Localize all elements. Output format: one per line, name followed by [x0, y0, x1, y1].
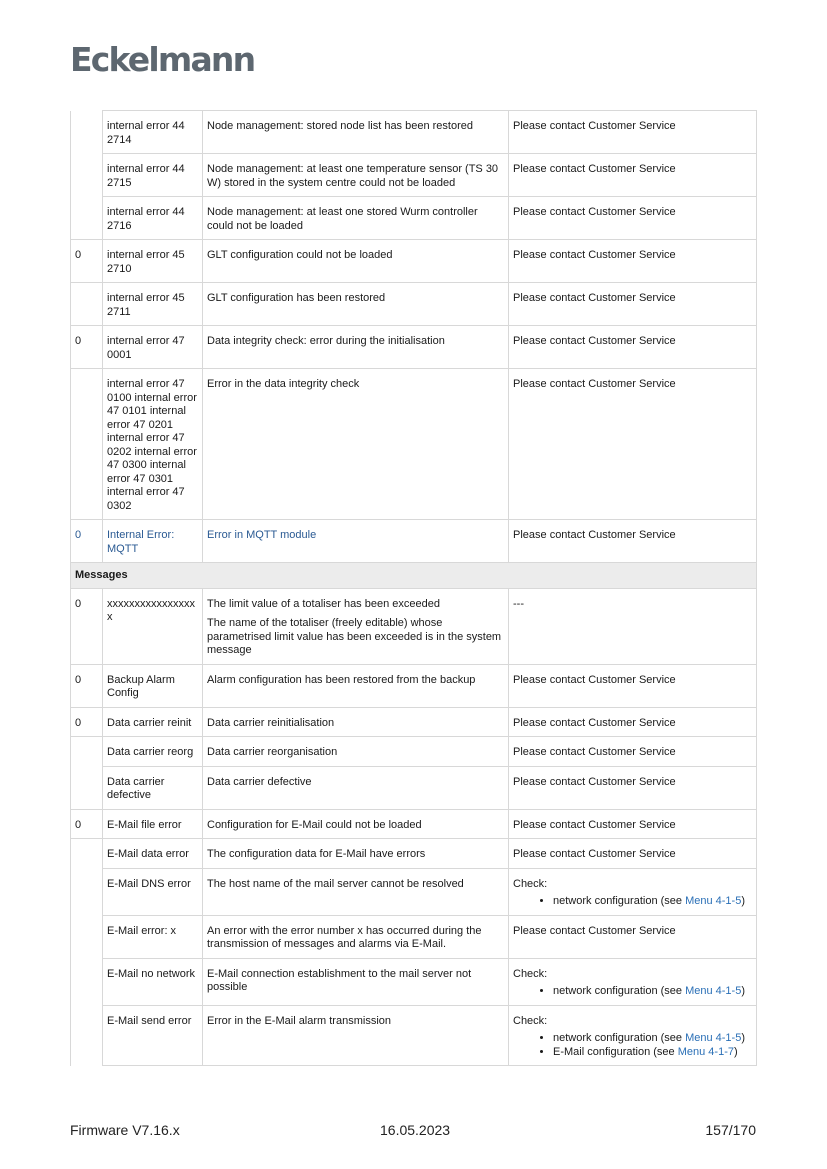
- check-list: [513, 985, 752, 999]
- cause-cell: GLT configuration has been restored: [203, 283, 509, 326]
- footer-page-number: 157/170: [705, 1122, 756, 1138]
- cause-cell: Alarm configuration has been restored from the backup: [203, 664, 509, 707]
- message-cell: E-Mail no network: [103, 958, 203, 1005]
- priority-cell: [71, 737, 103, 767]
- priority-cell: [71, 154, 103, 197]
- table-row: [71, 958, 757, 1005]
- priority-cell: [71, 839, 103, 869]
- menu-4-1-5-link[interactable]: Menu 4-1-5: [685, 1032, 742, 1044]
- priority-cell: [71, 111, 103, 154]
- table-row: [71, 326, 757, 369]
- menu-4-1-7-link[interactable]: Menu 4-1-7: [677, 1045, 734, 1058]
- message-cell: Data carrier reinit: [103, 707, 203, 737]
- message-cell: E-Mail file error: [103, 809, 203, 839]
- message-cell: Data carrier reorg: [103, 737, 203, 767]
- message-cell: E-Mail send error: [103, 1005, 203, 1066]
- check-label: Check:: [513, 1014, 548, 1027]
- table-row: [71, 915, 757, 958]
- cause-cell: [203, 588, 509, 664]
- message-cell: internal error 47 0001: [103, 326, 203, 369]
- cause-cell: GLT configuration could not be loaded: [203, 240, 509, 283]
- remedy-cell: Please contact Customer Service: [509, 707, 757, 737]
- table-row: [71, 737, 757, 767]
- remedy-cell: [509, 958, 757, 1005]
- cause-cell: Error in the E-Mail alarm transmission: [203, 1005, 509, 1066]
- section-row: [71, 563, 757, 589]
- table-row: [71, 664, 757, 707]
- remedy-cell: Please contact Customer Service: [509, 154, 757, 197]
- table-row: [71, 588, 757, 664]
- check-item: • network configuration (see Menu 4-1-5): [553, 985, 752, 999]
- remedy-cell: Please contact Customer Service: [509, 915, 757, 958]
- priority-cell: 0: [71, 809, 103, 839]
- remedy-cell: Please contact Customer Service: [509, 664, 757, 707]
- table-row: [71, 197, 757, 240]
- cause-cell: Node management: at least one temperature sensor (TS 30 W) stored in the system centre could not be loaded: [203, 154, 509, 197]
- remedy-cell: Please contact Customer Service: [509, 197, 757, 240]
- message-cell: xxxxxxxxxxxxxxxx x: [103, 588, 203, 664]
- remedy-cell: Please contact Customer Service: [509, 839, 757, 869]
- check-list: [513, 1032, 752, 1059]
- cause-cell: E-Mail connection establishment to the mail server not possible: [203, 958, 509, 1005]
- messages-section-heading: Messages: [71, 563, 757, 589]
- remedy-cell: Please contact Customer Service: [509, 520, 757, 563]
- remedy-cell: Please contact Customer Service: [509, 283, 757, 326]
- remedy-cell: Please contact Customer Service: [509, 369, 757, 520]
- cause-cell: Data carrier reinitialisation: [203, 707, 509, 737]
- remedy-cell: Please contact Customer Service: [509, 326, 757, 369]
- table-row: [71, 839, 757, 869]
- check-item: • E-Mail configuration (see Menu 4-1-7): [553, 1046, 752, 1060]
- check-item: • network configuration (see Menu 4-1-5): [553, 895, 752, 909]
- message-cell: E-Mail error: x: [103, 915, 203, 958]
- message-cell: Data carrier defective: [103, 766, 203, 809]
- priority-cell: 0: [71, 707, 103, 737]
- message-cell: internal error 45 2711: [103, 283, 203, 326]
- table-row: [71, 520, 757, 563]
- check-label: Check:: [513, 967, 548, 980]
- table-row: [71, 111, 757, 154]
- remedy-cell: [509, 868, 757, 915]
- check-list: [513, 895, 752, 909]
- cause-cell: Error in the data integrity check: [203, 369, 509, 520]
- cause-cell: Node management: at least one stored Wurm controller could not be loaded: [203, 197, 509, 240]
- priority-cell: 0: [71, 520, 103, 563]
- message-cell: internal error 47 0100 internal error 47 0101 internal error 47 0201 internal error 47 0202 internal error 47 0300 internal error 47 0301 internal error 47 0302: [103, 369, 203, 520]
- table-row: [71, 283, 757, 326]
- menu-4-1-5-link[interactable]: Menu 4-1-5: [685, 895, 742, 907]
- table-row: [71, 766, 757, 809]
- menu-4-1-5-link[interactable]: Menu 4-1-5: [685, 985, 742, 997]
- remedy-cell: [509, 1005, 757, 1066]
- priority-cell: [71, 283, 103, 326]
- table-row: [71, 240, 757, 283]
- priority-cell: 0: [71, 240, 103, 283]
- message-cell: internal error 44 2714: [103, 111, 203, 154]
- cause-cell: An error with the error number x has occurred during the transmission of messages and alarms via E-Mail.: [203, 915, 509, 958]
- remedy-cell: Please contact Customer Service: [509, 809, 757, 839]
- cause-cell: The configuration data for E-Mail have errors: [203, 839, 509, 869]
- priority-cell: 0: [71, 664, 103, 707]
- priority-cell: [71, 1005, 103, 1066]
- cause-cell: Data carrier defective: [203, 766, 509, 809]
- cause-cell: Node management: stored node list has been restored: [203, 111, 509, 154]
- priority-cell: 0: [71, 588, 103, 664]
- table-row: [71, 868, 757, 915]
- priority-cell: 0: [71, 326, 103, 369]
- cause-cell: The host name of the mail server cannot be resolved: [203, 868, 509, 915]
- table-row: [71, 1005, 757, 1066]
- table-row: [71, 809, 757, 839]
- message-cell: E-Mail DNS error: [103, 868, 203, 915]
- priority-cell: [71, 197, 103, 240]
- table-row: [71, 707, 757, 737]
- check-item: • network configuration (see Menu 4-1-5): [553, 1032, 752, 1046]
- error-message-table: [70, 110, 757, 1066]
- cause-cell: Data carrier reorganisation: [203, 737, 509, 767]
- cause-cell: Configuration for E-Mail could not be loaded: [203, 809, 509, 839]
- remedy-cell: Please contact Customer Service: [509, 737, 757, 767]
- priority-cell: [71, 766, 103, 809]
- footer-firmware-version: Firmware V7.16.x: [70, 1122, 180, 1138]
- message-cell: internal error 45 2710: [103, 240, 203, 283]
- remedy-cell: Please contact Customer Service: [509, 240, 757, 283]
- remedy-cell: Please contact Customer Service: [509, 111, 757, 154]
- message-cell: internal error 44 2716: [103, 197, 203, 240]
- cause-cell: Error in MQTT module: [203, 520, 509, 563]
- priority-cell: [71, 958, 103, 1005]
- check-label: Check:: [513, 877, 548, 890]
- remedy-cell: ---: [509, 588, 757, 664]
- table-row: [71, 369, 757, 520]
- cause-text: The limit value of a totaliser has been exceeded: [207, 597, 440, 610]
- cause-detail: The name of the totaliser (freely editable) whose parametrised limit value has been exceeded is in the system message: [207, 617, 502, 656]
- priority-cell: [71, 369, 103, 520]
- message-cell: internal error 44 2715: [103, 154, 203, 197]
- table-row: [71, 154, 757, 197]
- remedy-cell: Please contact Customer Service: [509, 766, 757, 809]
- message-cell: E-Mail data error: [103, 839, 203, 869]
- eckelmann-logo: Eckelmann: [70, 40, 255, 79]
- priority-cell: [71, 868, 103, 915]
- message-cell: Internal Error: MQTT: [103, 520, 203, 563]
- footer-date: 16.05.2023: [380, 1122, 451, 1138]
- priority-cell: [71, 915, 103, 958]
- message-cell: Backup Alarm Config: [103, 664, 203, 707]
- cause-cell: Data integrity check: error during the initialisation: [203, 326, 509, 369]
